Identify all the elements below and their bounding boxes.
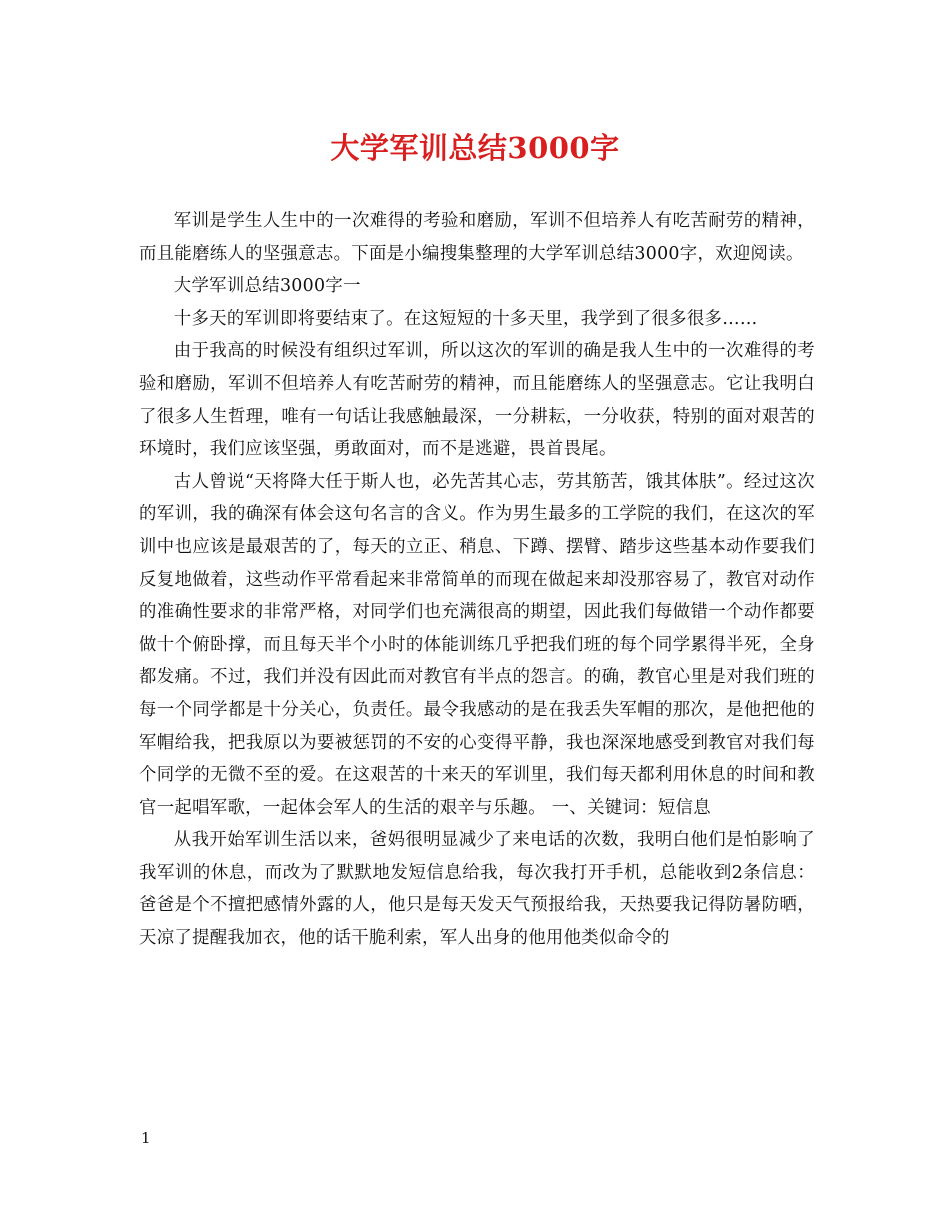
document-title: 大学军训总结3000字	[330, 131, 620, 165]
body-paragraph: 十多天的军训即将要结束了。在这短短的十多天里，我学到了很多很多……	[173, 308, 758, 329]
body-paragraph: 古人曾说“天将降大任于斯人也，必先苦其心志，劳其筋苦，饿其体肤”。经过这次的军训，我的确深有体会这句名言的含义。作为男生最多的工学院的我们，在这次的军训中也应该是最艰苦的了，每天的立正、稍息、下蹲、摆臂、踏步这些基本动作要我们反复地做着，这些动作平常看起来非常简单的而现在做起来却没那容易了，教官对动作的准确性要求的非常严格，对同学们也充满很高的期望，因此我们每做错一个动作都要做十个俯卧撑，而且每天半个小时的体能训练几乎把我们班的每个同学累得半死，全身都发痛。不过，我们并没有因此而对教官有半点的怨言。的确，教官心里是对我们班的每一个同学都是十分关心，负责任。最令我感动的是在我丢失军帽的那次，是他把他的军帽给我，把我原以为要被惩罚的不安的心变得平静，我也深深地感受到教官对我们每个同学的无微不至的爱。在这艰苦的十来天的军训里，我们每天都利用休息的时间和教官一起唱军歌，一起体会军人的生活的艰辛与乐趣。 一、关键词：短信息	[139, 471, 815, 818]
document-body	[139, 205, 815, 955]
page-number: 1	[141, 1129, 151, 1147]
section-heading: 大学军训总结3000字一	[173, 276, 361, 297]
body-paragraph: 从我开始军训生活以来，爸妈很明显减少了来电话的次数，我明白他们是怕影响了我军训的休息，而改为了默默地发短信息给我，每次我打开手机，总能收到2条信息：爸爸是个不擅把感情外露的人，他只是每天发天气预报给我，天热要我记得防暑防晒，天凉了提醒我加衣，他的话干脆利索，军人出身的他用他类似命令的	[139, 830, 815, 949]
body-paragraph: 由于我高的时候没有组织过军训，所以这次的军训的确是我人生中的一次难得的考验和磨励，军训不但培养人有吃苦耐劳的精神，而且能磨练人的坚强意志。它让我明白了很多人生哲理，唯有一句话让我感触最深，一分耕耘，一分收获，特别的面对艰苦的环境时，我们应该坚强，勇敢面对，而不是逃避，畏首畏尾。	[139, 341, 815, 460]
intro-paragraph: 军训是学生人生中的一次难得的考验和磨励，军训不但培养人有吃苦耐劳的精神，而且能磨练人的坚强意志。下面是小编搜集整理的大学军训总结3000字，欢迎阅读。	[139, 211, 815, 264]
